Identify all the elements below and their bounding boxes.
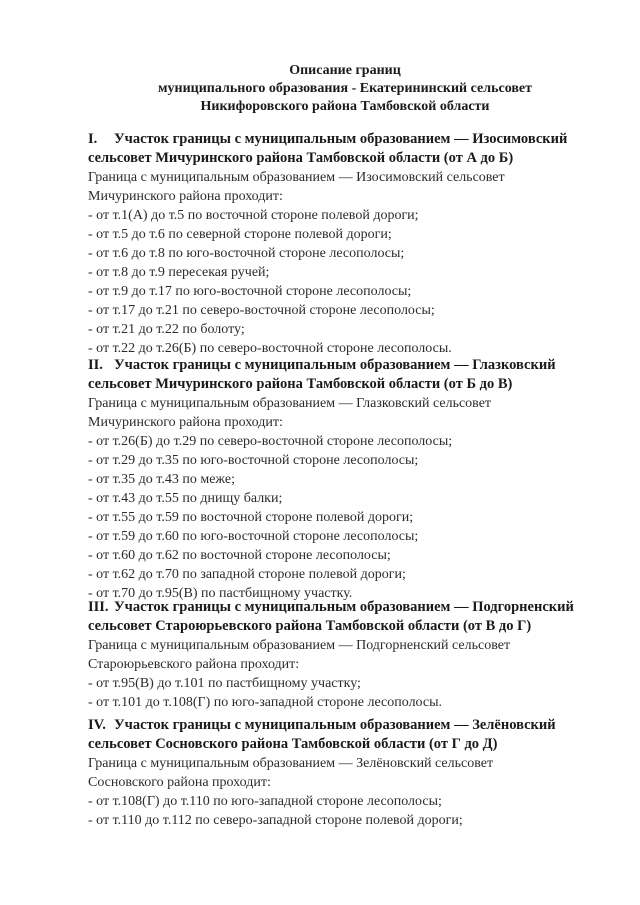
title-line: Описание границ [289, 63, 401, 78]
list-item: - от т.108(Г) до т.110 по юго-западной стороне лесополосы; [88, 794, 442, 809]
section-heading [88, 598, 628, 636]
list-item: - от т.6 до т.8 по юго-восточной стороне лесополосы; [88, 246, 405, 261]
intro-line: Сосновского района проходит: [88, 775, 271, 790]
section-number: IV. [88, 717, 106, 733]
heading-line: Участок границы с муниципальным образованием — Зелёновский [114, 717, 556, 733]
list-item: - от т.21 до т.22 по болоту; [88, 322, 245, 337]
list-item: - от т.9 до т.17 по юго-восточной стороне лесополосы; [88, 284, 412, 299]
list-item: - от т.17 до т.21 по северо-восточной стороне лесополосы; [88, 303, 435, 318]
list-item: - от т.70 до т.95(В) по пастбищному участку. [88, 586, 353, 601]
list-item: - от т.60 до т.62 по восточной стороне лесополосы; [88, 548, 391, 563]
section-body [88, 636, 628, 712]
intro-line: Граница с муниципальным образованием — Зелёновский сельсовет [88, 756, 494, 771]
intro-line: Граница с муниципальным образованием — Глазковский сельсовет [88, 396, 492, 411]
heading-line: Участок границы с муниципальным образованием — Изосимовский [114, 131, 568, 147]
list-item: - от т.43 до т.55 по днищу балки; [88, 491, 283, 506]
list-item: - от т.5 до т.6 по северной стороне полевой дороги; [88, 227, 392, 242]
intro-line: Граница с муниципальным образованием — Подгорненский сельсовет [88, 638, 511, 653]
list-item: - от т.62 до т.70 по западной стороне полевой дороги; [88, 567, 406, 582]
section-body [88, 394, 628, 603]
list-item: - от т.8 до т.9 пересекая ручей; [88, 265, 270, 280]
section-1 [88, 130, 628, 358]
list-item: - от т.29 до т.35 по юго-восточной стороне лесополосы; [88, 453, 419, 468]
intro-line: Староюрьевского района проходит: [88, 657, 300, 672]
section-body [88, 168, 628, 358]
list-item: - от т.59 до т.60 по юго-восточной стороне лесополосы; [88, 529, 419, 544]
section-3 [88, 598, 628, 712]
section-number: III. [88, 599, 109, 615]
list-item: - от т.22 до т.26(Б) по северо-восточной стороне лесополосы. [88, 341, 452, 356]
heading-line: сельсовет Мичуринского района Тамбовской области (от А до Б) [88, 150, 514, 166]
section-body [88, 754, 628, 830]
list-item: - от т.1(А) до т.5 по восточной стороне полевой дороги; [88, 208, 419, 223]
intro-line: Мичуринского района проходит: [88, 189, 283, 204]
list-item: - от т.95(В) до т.101 по пастбищному участку; [88, 676, 361, 691]
list-item: - от т.110 до т.112 по северо-западной стороне полевой дороги; [88, 813, 463, 828]
document-title [80, 62, 610, 116]
heading-line: Участок границы с муниципальным образованием — Подгорненский [114, 599, 574, 615]
heading-line: сельсовет Мичуринского района Тамбовской области (от Б до В) [88, 376, 513, 392]
section-heading [88, 356, 628, 394]
heading-line: Участок границы с муниципальным образованием — Глазковский [114, 357, 556, 373]
section-heading [88, 130, 628, 168]
section-2 [88, 356, 628, 603]
heading-line: сельсовет Староюрьевского района Тамбовской области (от В до Г) [88, 618, 532, 634]
title-line: муниципального образования - Екатерининский сельсовет [158, 81, 532, 96]
section-number: I. [88, 131, 98, 147]
section-4 [88, 716, 628, 830]
list-item: - от т.26(Б) до т.29 по северо-восточной стороне лесополосы; [88, 434, 453, 449]
list-item: - от т.55 до т.59 по восточной стороне полевой дороги; [88, 510, 414, 525]
intro-line: Граница с муниципальным образованием — Изосимовский сельсовет [88, 170, 505, 185]
intro-line: Мичуринского района проходит: [88, 415, 283, 430]
list-item: - от т.101 до т.108(Г) по юго-западной стороне лесополосы. [88, 695, 443, 710]
section-number: II. [88, 357, 103, 373]
title-line: Никифоровского района Тамбовской области [200, 99, 490, 114]
section-heading [88, 716, 628, 754]
list-item: - от т.35 до т.43 по меже; [88, 472, 236, 487]
heading-line: сельсовет Сосновского района Тамбовской области (от Г до Д) [88, 736, 498, 752]
